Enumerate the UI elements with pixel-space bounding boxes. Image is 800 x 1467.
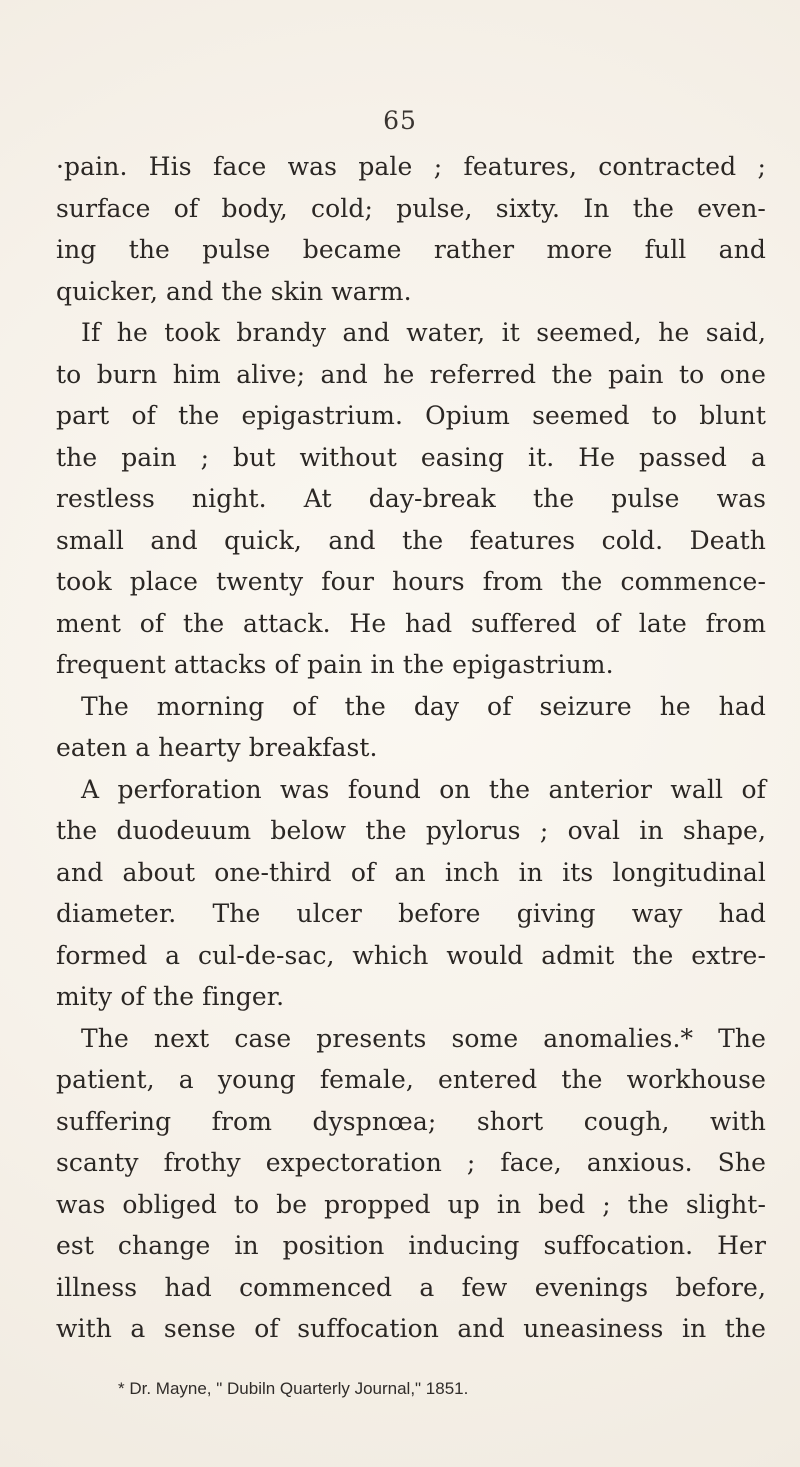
text-line: restless night. At day-break the pulse was xyxy=(56,484,766,513)
text-line: quicker, and the skin warm. xyxy=(56,276,412,306)
text-line: ment of the attack. He had suffered of late from xyxy=(56,608,766,638)
text-line: If he took brandy and water, it seemed, he said, xyxy=(81,318,766,347)
text-line: took place twenty four hours from the commence- xyxy=(56,567,766,596)
text-line: with a sense of suffocation and uneasiness in the xyxy=(56,1314,766,1343)
text-line: est change in position inducing suffocation. Her xyxy=(56,1231,766,1260)
text-line: The morning of the day of seizure he had xyxy=(81,691,766,721)
text-line: ·pain. His face was pale ; features, contracted ; xyxy=(56,152,766,181)
text-line: the pain ; but without easing it. He passed a xyxy=(56,442,766,472)
text-line: illness had commenced a few evenings before, xyxy=(56,1272,766,1302)
text-line: the duodeuum below the pylorus ; oval in shape, xyxy=(56,816,766,845)
text-line: mity of the finger. xyxy=(56,982,285,1011)
footnote: * Dr. Mayne, " Dubiln Quarterly Journal," 1851. xyxy=(118,1379,469,1398)
page-number: 65 xyxy=(383,106,417,135)
text-line: The next case presents some anomalies.* The xyxy=(81,1023,766,1053)
text-line: part of the epigastrium. Opium seemed to blunt xyxy=(56,401,766,430)
text-line: formed a cul-de-sac, which would admit the extre- xyxy=(56,940,766,970)
text-line: eaten a hearty breakfast. xyxy=(56,733,378,762)
text-line: diameter. The ulcer before giving way had xyxy=(56,899,766,928)
text-line: surface of body, cold; pulse, sixty. In the even- xyxy=(56,193,766,223)
text-line: suffering from dyspnœa; short cough, with xyxy=(56,1106,766,1136)
text-line: to burn him alive; and he referred the pain to one xyxy=(56,359,766,389)
body-text xyxy=(56,146,766,1350)
text-line: was obliged to be propped up in bed ; the slight- xyxy=(56,1189,766,1219)
text-line: patient, a young female, entered the workhouse xyxy=(56,1065,766,1094)
text-line: A perforation was found on the anterior wall of xyxy=(81,774,766,804)
text-line: frequent attacks of pain in the epigastrium. xyxy=(56,650,614,679)
text-line: ing the pulse became rather more full and xyxy=(56,235,766,264)
text-line: scanty frothy expectoration ; face, anxious. She xyxy=(56,1148,766,1177)
text-line: small and quick, and the features cold. Death xyxy=(56,525,766,555)
text-line: and about one-third of an inch in its longitudinal xyxy=(56,857,766,887)
